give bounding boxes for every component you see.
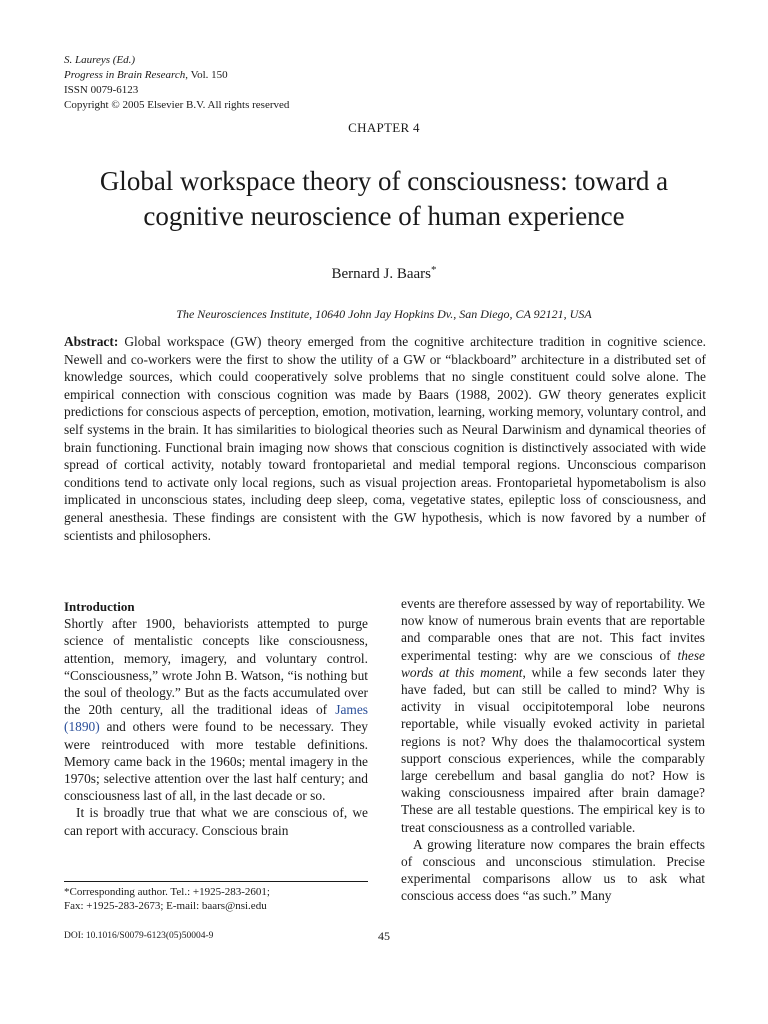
journal-line (64, 68, 289, 83)
citation-link-james[interactable]: James (1890) (64, 702, 368, 735)
right-paragraph-2: A growing literature now compares the brain effects of conscious and unconscious stimulation. Precise experimental comparisons allow us to ask what conscious access does “as such.” Many (401, 836, 705, 904)
abstract-text: Global workspace (GW) theory emerged from the cognitive architecture tradition in cognitive science. Newell and co-workers were the first to show the utility of a GW or “blackboard” architecture in a distributed set of knowledge sources, which could cooperatively solve problems that no single constituent could solve alone. The empirical connection with conscious cognition was made by Baars (1988, 2002). GW theory generates explicit predictions for conscious aspects of perception, emotion, motivation, learning, working memory, voluntary control, and self systems in the brain. It has similarities to biological theories such as Neural Darwinism and dynamical theories of brain functioning. Functional brain imaging now shows that conscious cognition is distinctively associated with wide spread of cortical activity, notably toward frontoparietal and medial temporal regions. Unconscious comparison conditions tend to activate only local regions, such as visual projection areas. Frontoparietal hypometabolism is also implicated in unconscious states, including deep sleep, coma, vegetative states, epileptic loss of consciousness, and general anesthesia. These findings are consistent with the GW hypothesis, which is now favored by a number of scientists and philosophers. (64, 334, 706, 543)
author-name: Bernard J. Baars (331, 266, 432, 282)
editor-line: S. Laureys (Ed.) (64, 54, 136, 66)
intro-paragraph-2: It is broadly true that what we are conscious of, we can report with accuracy. Conscious brain (64, 805, 368, 838)
issn: ISSN 0079-6123 (64, 84, 139, 96)
publication-info (64, 53, 289, 113)
footnote-line-1: *Corresponding author. Tel.: +1925-283-2601; (64, 886, 270, 898)
copyright: Copyright © 2005 Elsevier B.V. All rights reserved (64, 99, 290, 111)
right-paragraph-1: events are therefore assessed by way of reportability. We now know of numerous brain events that are reportable and comparable ones that are not. This fact invites experimental testing: why are we conscious of these words at this moment, while a few seconds later they have faded, but can still be called to mind? Why is activity in visual occipitotemporal lobe neurons reportable, while visually evoked activity in parietal regions is not? Why does the thalamocortical system support conscious experiences, while the comparably large cerebellum and basal ganglia do not? How is waking consciousness impaired after brain damage? These are all testable questions. The empirical key is to treat consciousness as a controlled variable. (401, 596, 705, 835)
doi[interactable]: DOI: 10.1016/S0079-6123(05)50004-9 (64, 931, 214, 941)
volume: , Vol. 150 (185, 69, 228, 81)
page-number: 45 (378, 929, 390, 943)
left-column (64, 598, 368, 839)
footnote (64, 881, 368, 913)
title-line-2: cognitive neuroscience of human experience (143, 201, 625, 231)
affiliation: The Neurosciences Institute, 10640 John Jay Hopkins Dv., San Diego, CA 92121, USA (176, 307, 592, 321)
paper-title (40, 164, 728, 234)
intro-paragraph-1: Shortly after 1900, behaviorists attempted to purge science of mentalistic concepts like consciousness, attention, memory, imagery, and voluntary control. “Consciousness,” wrote John B. Watson, “is nothing but the soul of theology.” But as the facts accumulated over the 20th century, all the traditional ideas of James (1890) and others were found to be necessary. They were reintroduced with more testable definitions. Memory came back in the 1960s; mental imagery in the 1970s; selective attention over the last half century; and consciousness last of all, in the last decade or so. (64, 616, 368, 804)
author-line (0, 263, 768, 283)
abstract (64, 333, 706, 544)
author-footnote-mark[interactable]: * (431, 264, 437, 276)
right-column (401, 595, 705, 905)
abstract-label: Abstract: (64, 334, 119, 349)
journal-name: Progress in Brain Research (64, 69, 186, 81)
footnote-line-2: Fax: +1925-283-2673; E-mail: baars@nsi.edu (64, 900, 267, 912)
chapter-label: CHAPTER 4 (348, 120, 420, 135)
section-heading-introduction: Introduction (64, 599, 135, 614)
title-line-1: Global workspace theory of consciousness: toward a (99, 166, 669, 196)
emphasis-text: these words at this moment (401, 647, 705, 680)
